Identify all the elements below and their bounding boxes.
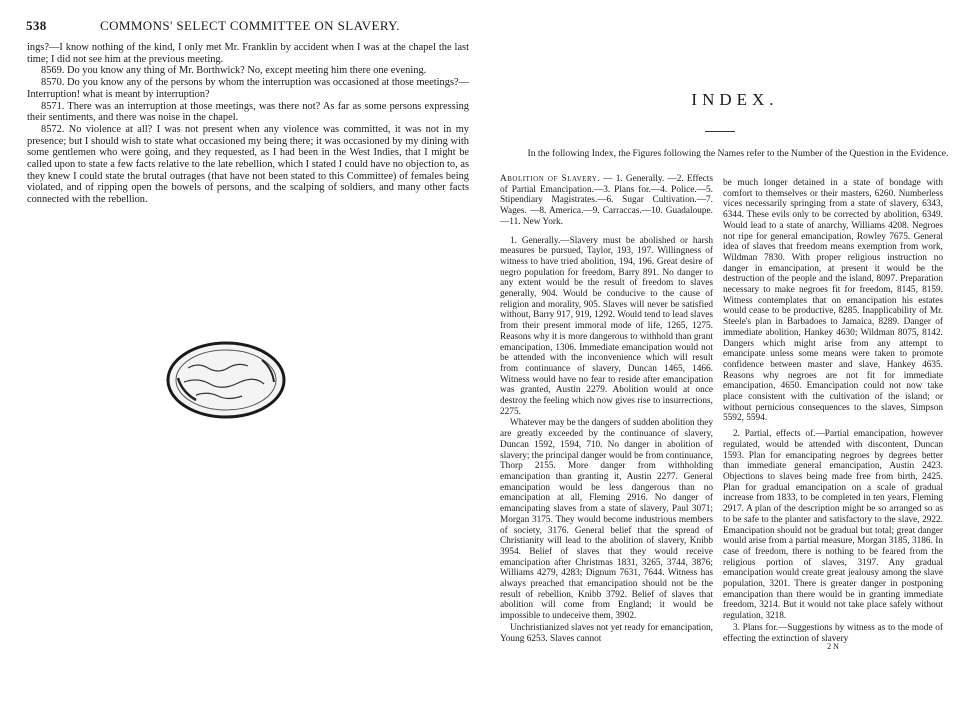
index-topics (500, 174, 713, 228)
signature-mark: 2 N (827, 642, 839, 652)
testimony-paragraph: 8571. There was an interruption at those meetings, was there not? As far as some persons expressing their sentiments, and there was noise in the chapel. (27, 100, 469, 124)
page-number: 538 (26, 18, 47, 33)
left-page (0, 0, 480, 708)
index-paragraph: Unchristianized slaves not yet ready for emancipation, Young 6253. Slaves cannot (500, 622, 713, 644)
running-title: COMMONS' SELECT COMMITTEE ON SLAVERY. (100, 18, 400, 33)
testimony-paragraph: 8569. Do you know any thing of Mr. Borthwick? No, except meeting him there one evening. (41, 65, 427, 77)
library-stamp (166, 340, 286, 420)
testimony-paragraph: 8572. No violence at all? I was not present when any violence was committed, it was not in my presence; but I should wish to state what occasioned my being there; it was occasioned by my dining with some gentlemen who were going, and they requested, as I had been in the West Indies, that I might be called upon to state a few facts relative to the late rebellion, which I stated I could have no objection to, as they knew I could state the brutal outrages (that have not been stated to this Committee) of females being violated, and of ripping open the bowels of persons, and the scalping of soldiers, and many other facts connected with the rebellion. (27, 123, 469, 206)
index-column-left (500, 174, 713, 645)
topic-list: — 1. Generally. —2. Effects of Partial Emancipation.—3. Plans for.—4. Police.—5. Stipendiary Magistrates.—6. Sugar Cultivation.—7. Wages. —8. America.—9. Carraccas.—10. Guadaloupe.—11. New York. (500, 174, 713, 227)
index-intro: In the following Index, the Figures following the Names refer to the Number of the Question in the Evidence. (527, 148, 949, 159)
testimony-text (27, 42, 469, 206)
index-heading: INDEX. (691, 90, 779, 109)
index-paragraph: 3. Plans for.—Suggestions by witness as to the mode of effecting the extinction of slavery (723, 622, 943, 644)
library-stamp-graphic (166, 340, 286, 420)
index-paragraph: 1. Generally.—Slavery must be abolished or harsh measures be pursued, Taylor, 193, 197. Willingness of witness to have tried abolition, 194, 196. Great desire of negro population for freedom, Barry 891. No danger to any extent would be the result of freedom to slaves generally, 904. Would be conducive to the cause of religion and morality, 905. Slaves will never be satisfied without, Barry 917, 919, 1292. Would tend to lead slaves from their present immoral mode of life, 1265, 1275. Reasons why it is more dangerous to withhold than grant emancipation, 1306. Immediate emancipation would not be attended with the inconvenience which will result from continuance of slavery, Duncan 1465, 1466. Witness would have no fear to reside after emancipation was granted, Austin 2279. Abolition would at once destroy the feeling which now gives rise to insurrections, 2275. (500, 235, 713, 417)
entry-head: Abolition of Slavery. (500, 174, 601, 184)
index-paragraph: Whatever may be the dangers of sudden abolition they are greatly exceeded by the continuance of slavery, Duncan 1592, 1594, 710. No danger in abolition of slavery; the principal danger would be from continuance, Thorp 2155. More danger from withholding emancipation than granting it, Austin 2277. General emancipation would be less dangerous than no emancipation at all, Fleming 2916. No danger of emancipating slaves from a state of slavery, Paul 3071; Morgan 3175. They would become industrious members of society, 3176. General belief that the spread of Christianity will lead to the abolition of slavery, Knibb 3954. Belief of slaves that they would receive emancipation after Christmas 1831, 3265, 3744, 3876; Williams 4279, 4283; Dignum 7631, 7644. Witness has always preached that emancipation should not be the result of rebellion, Knibb 3792. Belief of slaves that abolition will come from England; it would be impossible to undeceive them, 3902. (500, 418, 713, 622)
testimony-paragraph: ings?—I know nothing of the kind, I only met Mr. Franklin by accident when I was at the chapel the last time; I did not see him at the previous meeting. (27, 42, 469, 65)
right-page (490, 0, 980, 708)
index-column-right (723, 178, 943, 651)
title-rule (705, 131, 735, 132)
testimony-paragraph: 8570. Do you know any of the persons by whom the interruption was occasioned at those meetings?—Interruption! what is meant by interruption? (27, 77, 469, 100)
index-paragraph: be much longer detained in a state of bondage with comfort to themselves or their masters, 6260. Numberless vices necessarily springing from a state of slavery, 6343, 6344. These evils only to be corrected by abolition, 6349. Would lead to a state of anarchy, Williams 4208. Negroes not ripe for general emancipation, Rowley 7675. General idea of slaves that freedom means exemption from work, Wildman 7830. With proper religious instruction no danger in emancipation, at present it would be the destruction of the people and the island, 8097. Preparation necessary to make negroes fit for freedom, 8145, 8159. Witness contemplates that on emancipation his estates would cease to be productive, 8285. Inapplicability of Mr. Steele's plan in Barbadoes to Jamaica, 8289. Danger of immediate abolition, Hankey 4630; Wildman 8075, 8142. Dangers which might arise from any attempt to emancipate unless some means were taken to promote confidence between master and slave, Hankey 4635. Reasons why negroes are not fit for immediate emancipation, 4650. Emancipation could not now take place consistent with the cultivation of the island; or without pernicious consequences to the slaves, Simpson 5592, 5594. (723, 178, 943, 424)
index-paragraph: 2. Partial, effects of.—Partial emancipation, however regulated, would be attended with discontent, Duncan 1593. Plan for emancipating negroes by degrees better than immediate general emancipation, Austin 2423. Objections to slaves being made free from birth, 2425. Plan for gradual emancipation on a scale of gradual increase from 1833, to be completed in ten years, Fleming 2917. A plan of the description might be so arranged so as to be safe to the planter and satisfactory to the slave, 2922. Emancipation should not be gradual but total; great danger would arise from a partial measure, Morgan 3185, 3186. In case of freedom, there is nothing to be feared from the religious portion of slaves, 3197. Any gradual emancipation would create great jealousy among the slave population, 3201. There is greater danger in postponing emancipation than there would be in granting immediate freedom, 3214. But it would not take place safely without regulation, 3218. (723, 429, 943, 622)
